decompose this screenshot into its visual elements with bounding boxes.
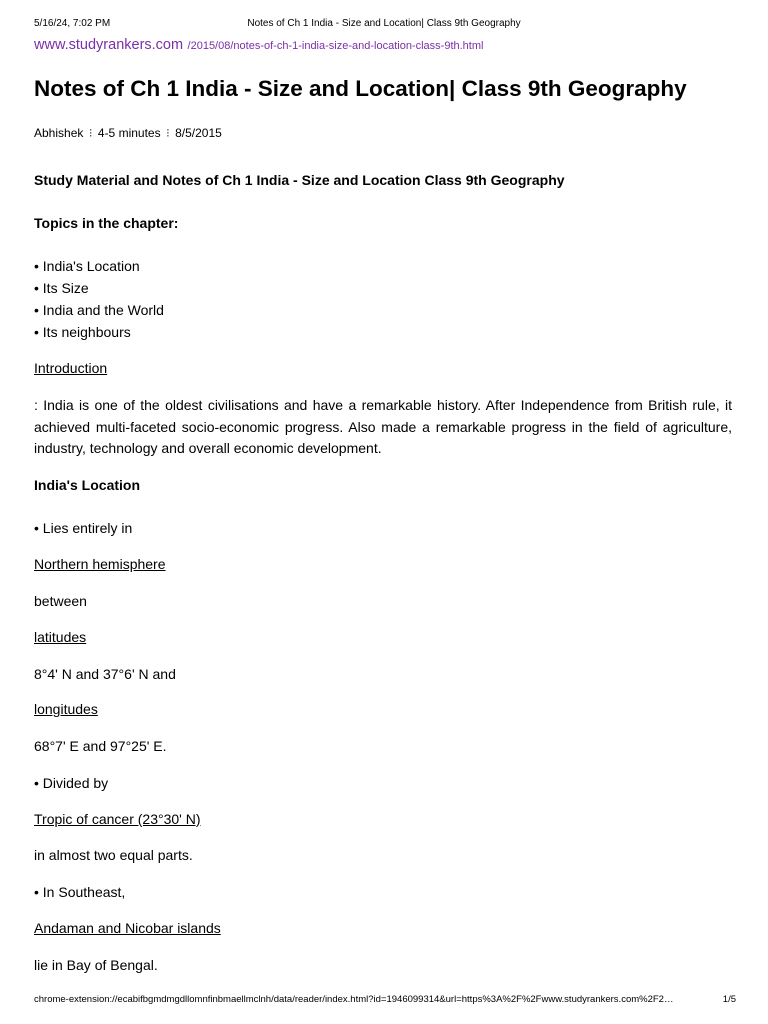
source-path-link[interactable]: /2015/08/notes-of-ch-1-india-size-and-location-class-9th.html [187,40,484,52]
topic-item: • Its neighbours [34,324,131,340]
page-number: 1/5 [722,994,736,1005]
topics-heading: Topics in the chapter: [34,215,179,231]
source-url[interactable] [34,36,483,54]
introduction-text: : India is one of the oldest civilisations and have a remarkable history. After Independence from British rule, it achieved multi-faceted socio-economic progress. Also made a remarkable progress in the field of agriculture, industry, technology and overall economic development. [34,397,732,457]
publish-date: 8/5/2015 [175,126,222,140]
location-line: • Divided by [34,775,109,791]
article-subtitle: Study Material and Notes of Ch 1 India - Size and Location Class 9th Geography [34,172,565,188]
location-line: 68°7' E and 97°25' E. [34,738,167,754]
read-time: 4-5 minutes [97,126,161,140]
location-line: • In Southeast, [34,884,126,900]
latitudes-link[interactable]: latitudes [34,629,87,645]
topic-item: • Its Size [34,280,89,296]
topic-item: • India and the World [34,302,164,318]
location-line: between [34,593,87,609]
article-meta [34,126,222,140]
longitudes-link[interactable]: longitudes [34,701,98,717]
source-domain-link[interactable]: www.studyrankers.com [34,37,184,53]
location-line: • Lies entirely in [34,520,133,536]
print-header [0,18,768,32]
meta-separator: ⁝ [88,126,93,140]
print-datetime: 5/16/24, 7:02 PM [34,18,111,29]
tropic-of-cancer-link[interactable]: Tropic of cancer (23°30' N) [34,811,201,827]
print-page-title: Notes of Ch 1 India - Size and Location| Class 9th Geography [247,18,521,29]
location-heading: India's Location [34,477,141,493]
article-title: Notes of Ch 1 India - Size and Location| Class 9th Geography [34,76,687,101]
location-line: in almost two equal parts. [34,847,193,863]
meta-separator: ⁝ [165,126,170,140]
print-footer-url: chrome-extension://ecabifbgmdmgdllomnfinbmaellmclnh/data/reader/index.html?id=1946099314&url=https%3A%2F%2Fwww.studyrankers.com%2F2… [34,994,674,1005]
topic-item: • India's Location [34,258,140,274]
introduction-link[interactable]: Introduction [34,360,108,376]
andaman-nicobar-link[interactable]: Andaman and Nicobar islands [34,920,221,936]
northern-hemisphere-link[interactable]: Northern hemisphere [34,556,166,572]
location-line: 8°4' N and 37°6' N and [34,666,176,682]
author: Abhishek [34,126,84,140]
location-line: lie in Bay of Bengal. [34,957,158,973]
